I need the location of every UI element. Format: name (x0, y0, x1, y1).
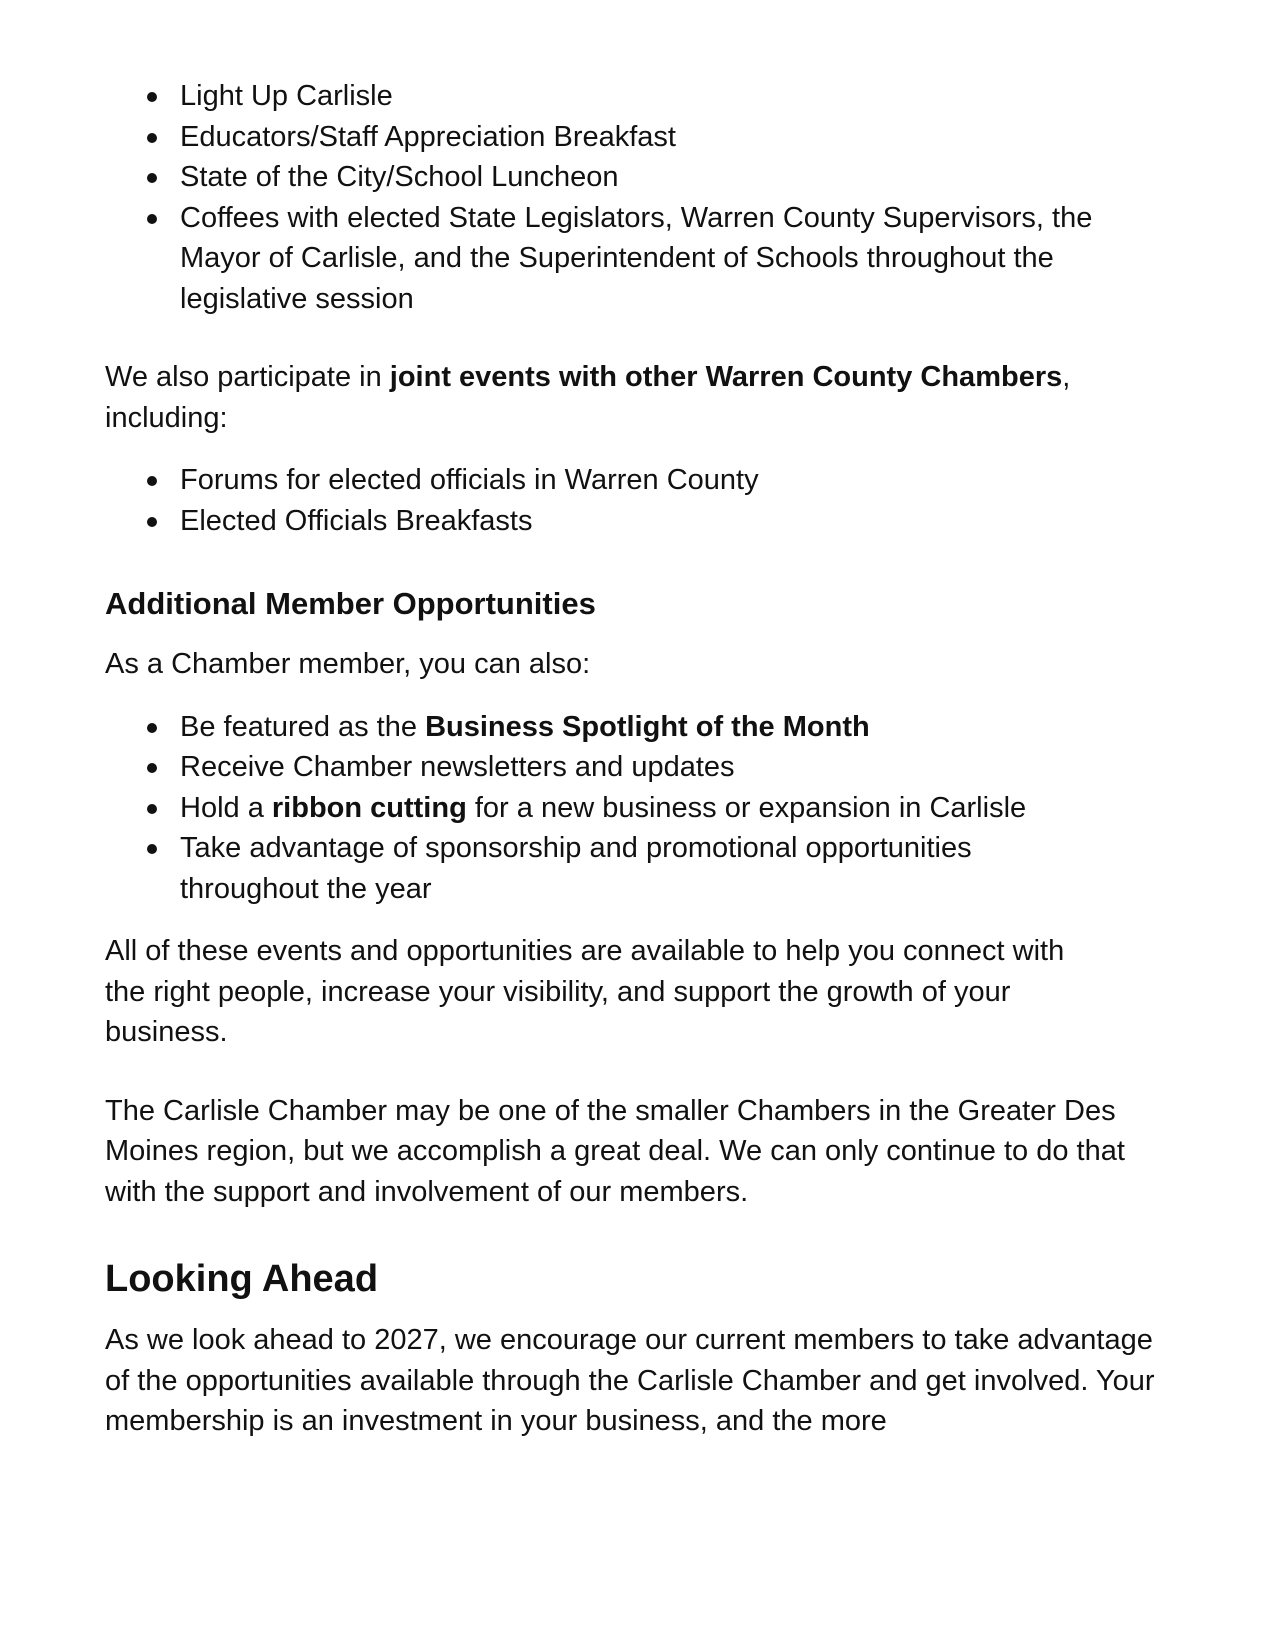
joint-events-list (105, 460, 1175, 541)
list-item: Educators/Staff Appreciation Breakfast (105, 117, 1175, 158)
list-item (105, 788, 1175, 829)
section-heading-additional: Additional Member Opportunities (105, 586, 596, 621)
carlisle-chamber-paragraph: The Carlisle Chamber may be one of the smaller Chambers in the Greater Des Moines region, but we accomplish a great deal. We can only continue to do that with the support and involvement of our members. (105, 1094, 1125, 1208)
text-run: Receive Chamber newsletters and updates (180, 751, 735, 783)
bold-text: ribbon cutting (271, 791, 467, 824)
additional-intro: As a Chamber member, you can also: (105, 648, 591, 680)
list-item (105, 828, 1030, 909)
list-item: State of the City/School Luncheon (105, 157, 1175, 198)
page-content (105, 76, 1175, 1442)
member-opportunities-list (105, 707, 1175, 910)
list-item: Coffees with elected State Legislators, Warren County Supervisors, the Mayor of Carlisle, and the Superintendent of Schools throughout the legislative session (105, 198, 1110, 320)
text-run: We also participate in (105, 361, 390, 393)
section-heading-looking-ahead: Looking Ahead (105, 1258, 379, 1300)
text-run: for a new business or expansion in Carlisle (466, 791, 1027, 824)
looking-ahead-paragraph: As we look ahead to 2027, we encourage our current members to take advantage of the opportunities available through the Carlisle Chamber and get involved. Your membership is an investment in your business, and the more (105, 1324, 1155, 1437)
bold-text: joint events with other Warren County Chambers (389, 361, 1063, 393)
list-item: Light Up Carlisle (105, 76, 1175, 117)
text-run: Take advantage of sponsorship and promotional opportunities throughout the year (180, 832, 972, 905)
chamber-events-list (105, 76, 1175, 319)
list-item (105, 707, 1175, 748)
text-run: , including: (105, 361, 1071, 434)
text-run: Hold a (180, 791, 272, 824)
list-item: Elected Officials Breakfasts (105, 501, 1175, 542)
text-run: Be featured as the (180, 710, 426, 743)
list-item (105, 747, 1175, 788)
joint-events-paragraph (105, 357, 1175, 438)
all-events-paragraph: All of these events and opportunities are available to help you connect with the right people, increase your visibility, and support the growth of your business. (105, 935, 1065, 1048)
list-item: Forums for elected officials in Warren County (105, 460, 1175, 501)
bold-text: Business Spotlight of the Month (425, 710, 870, 743)
